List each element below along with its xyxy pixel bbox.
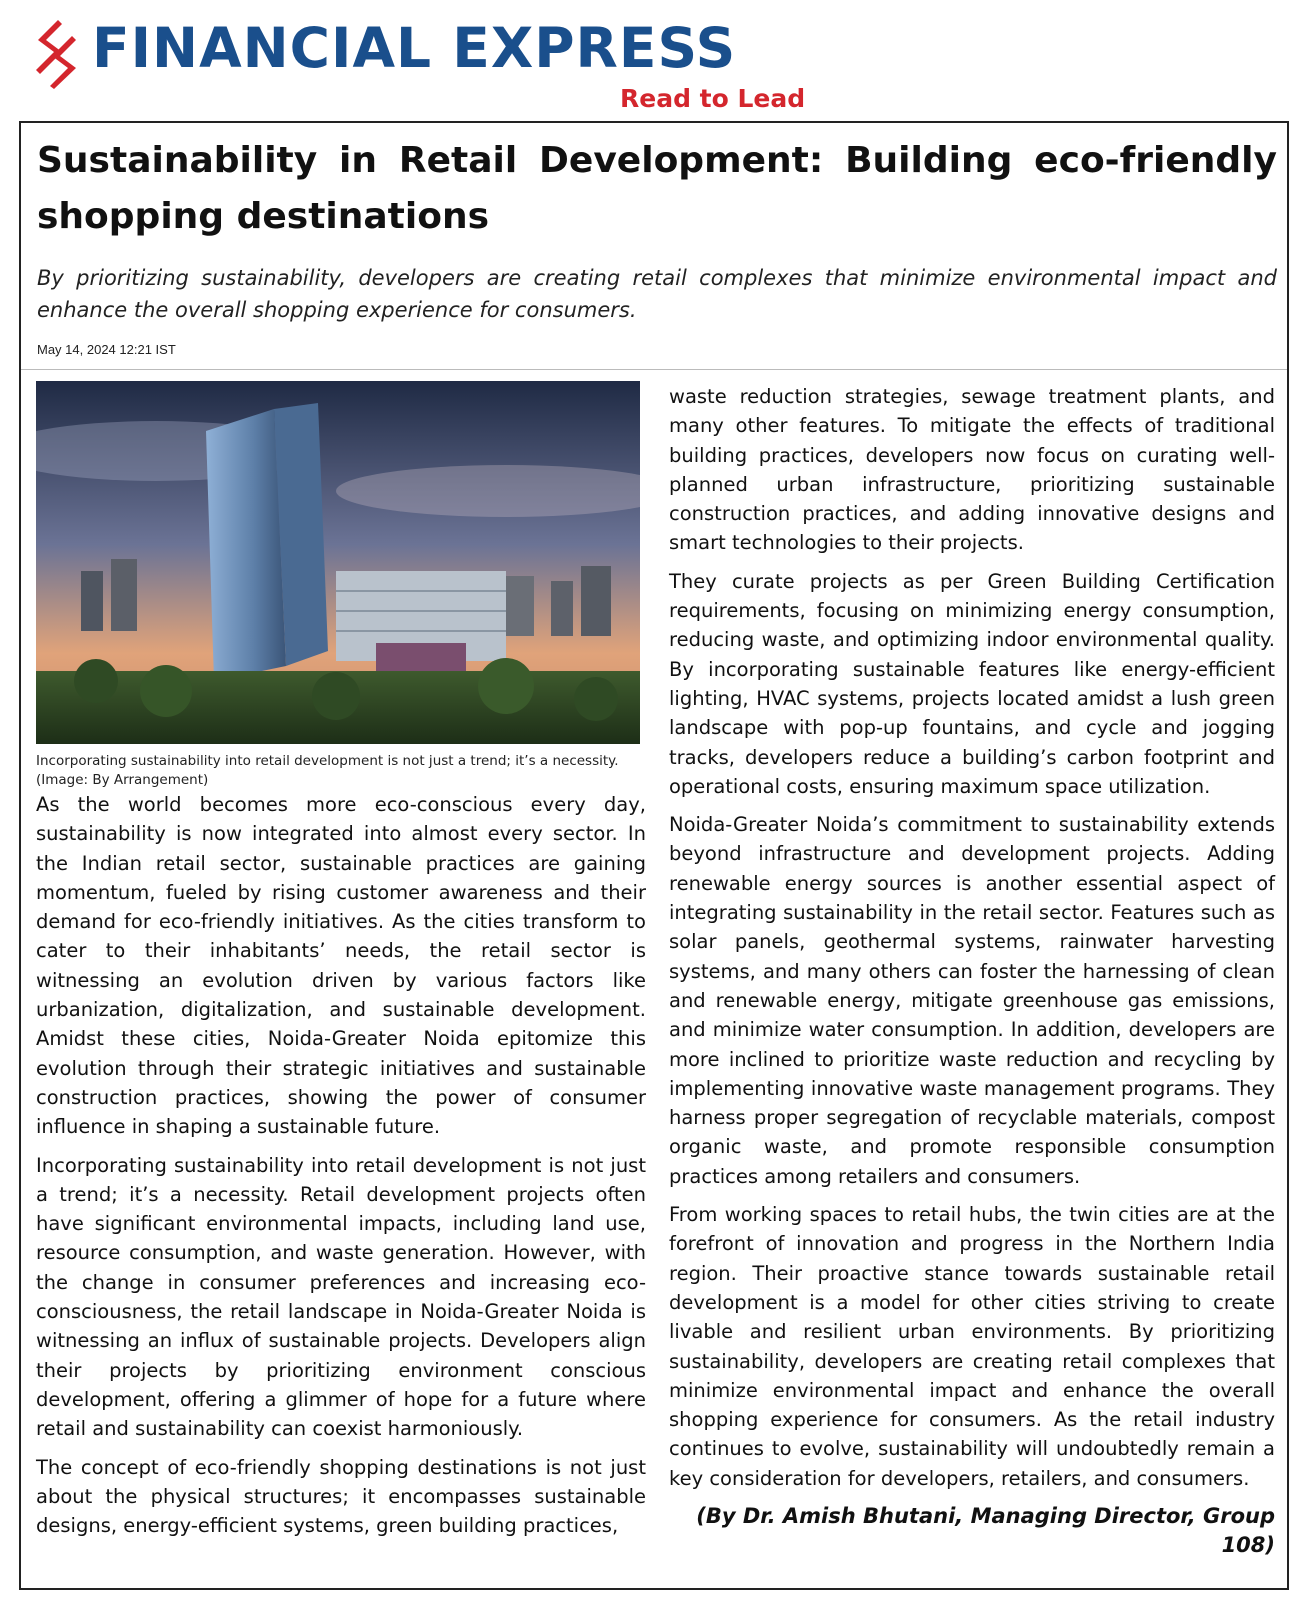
- article-dek: By prioritizing sustainability, developers are creating retail complexes that minimize environmental impact and enhance the overall shopping experience for consumers.: [37, 266, 1277, 322]
- article-date: May 14, 2024 12:21 IST: [37, 342, 176, 357]
- article-paragraph: They curate projects as per Green Building Certification requirements, focusing on minimizing energy consumption, reducing waste, and optimizing indoor environmental quality. By incorporating sustainable features like energy-efficient lighting, HVAC systems, projects located amidst a lush green landscape with pop-up fountains, and cycle and jogging tracks, developers reduce a building’s carbon footprint and operational costs, ensuring maximum space utilization.: [669, 569, 1275, 798]
- article-paragraph: As the world becomes more eco-conscious every day, sustainability is now integrated into almost every sector. In the Indian retail sector, sustainable practices are gaining momentum, fueled by rising customer awareness and their demand for eco-friendly initiatives. As the cities transform to cater to their inhabitants’ needs, the retail sector is witnessing an evolution driven by various factors like urbanization, digitalization, and sustainable development. Amidst these cities, Noida-Greater Noida epitomize this evolution through their strategic initiatives and sustainable construction practices, showing the power of consumer influence in shaping a sustainable future.: [36, 793, 646, 1139]
- article-paragraph: From working spaces to retail hubs, the twin cities are at the forefront of innovation and progress in the Northern India region. Their proactive stance towards sustainable retail development is a model for other cities striving to create livable and resilient urban environments. By prioritizing sustainability, developers are creating retail complexes that minimize environmental impact and enhance the overall shopping experience for consumers. As the retail industry continues to evolve, sustainability will undoubtedly remain a key consideration for developers, retailers, and consumers.: [669, 1203, 1275, 1490]
- author-byline: (By Dr. Amish Bhutani, Managing Director, Group 108): [696, 1503, 1275, 1558]
- article-headline: Sustainability in Retail Development: Building eco-friendly shopping destinations: [37, 140, 1277, 237]
- article-paragraph: Noida-Greater Noida’s commitment to sustainability extends beyond infrastructure and development projects. Adding renewable energy sources is another essential aspect of integrating sustainability in the retail sector. Features such as solar panels, geothermal systems, rainwater harvesting systems, and many others can foster the harnessing of clean and renewable energy, mitigate greenhouse gas emissions, and minimize water consumption. In addition, developers are more inclined to prioritize waste reduction and recycling by implementing innovative waste management programs. They harness proper segregation of recyclable materials, compost organic waste, and promote responsible consumption practices among retailers and consumers.: [669, 813, 1275, 1188]
- image-credit: (Image: By Arrangement): [36, 772, 209, 788]
- fe-logo-icon: [28, 18, 86, 90]
- article-body-left-column: [36, 790, 646, 1549]
- image-caption: [36, 752, 646, 790]
- brand-wordmark[interactable]: FINANCIAL EXPRESS: [92, 16, 737, 80]
- masthead: [28, 14, 828, 114]
- caption-text: Incorporating sustainability into retail development is not just a trend; it’s a necessity.: [36, 753, 619, 769]
- brand-tagline: Read to Lead: [620, 84, 806, 113]
- article-body-right-column: [669, 382, 1275, 1561]
- hero-image[interactable]: [36, 381, 640, 744]
- article-paragraph: The concept of eco-friendly shopping destinations is not just about the physical structures; it encompasses sustainable designs, energy-efficient systems, green building practices,: [36, 1455, 646, 1538]
- article-paragraph: waste reduction strategies, sewage treatment plants, and many other features. To mitigate the effects of traditional building practices, developers now focus on curating well-planned urban infrastructure, prioritizing sustainable construction practices, and adding innovative designs and smart technologies to their projects.: [669, 385, 1275, 555]
- article-paragraph: Incorporating sustainability into retail development is not just a trend; it’s a necessity. Retail development projects often have significant environmental impacts, including land use, resource consumption, and waste generation. However, with the change in consumer preferences and increasing eco-consciousness, the retail landscape in Noida-Greater Noida is witnessing an influx of sustainable projects. Developers align their projects by prioritizing environment conscious development, offering a glimmer of hope for a future where retail and sustainability can coexist harmoniously.: [36, 1153, 646, 1441]
- divider: [21, 369, 1287, 370]
